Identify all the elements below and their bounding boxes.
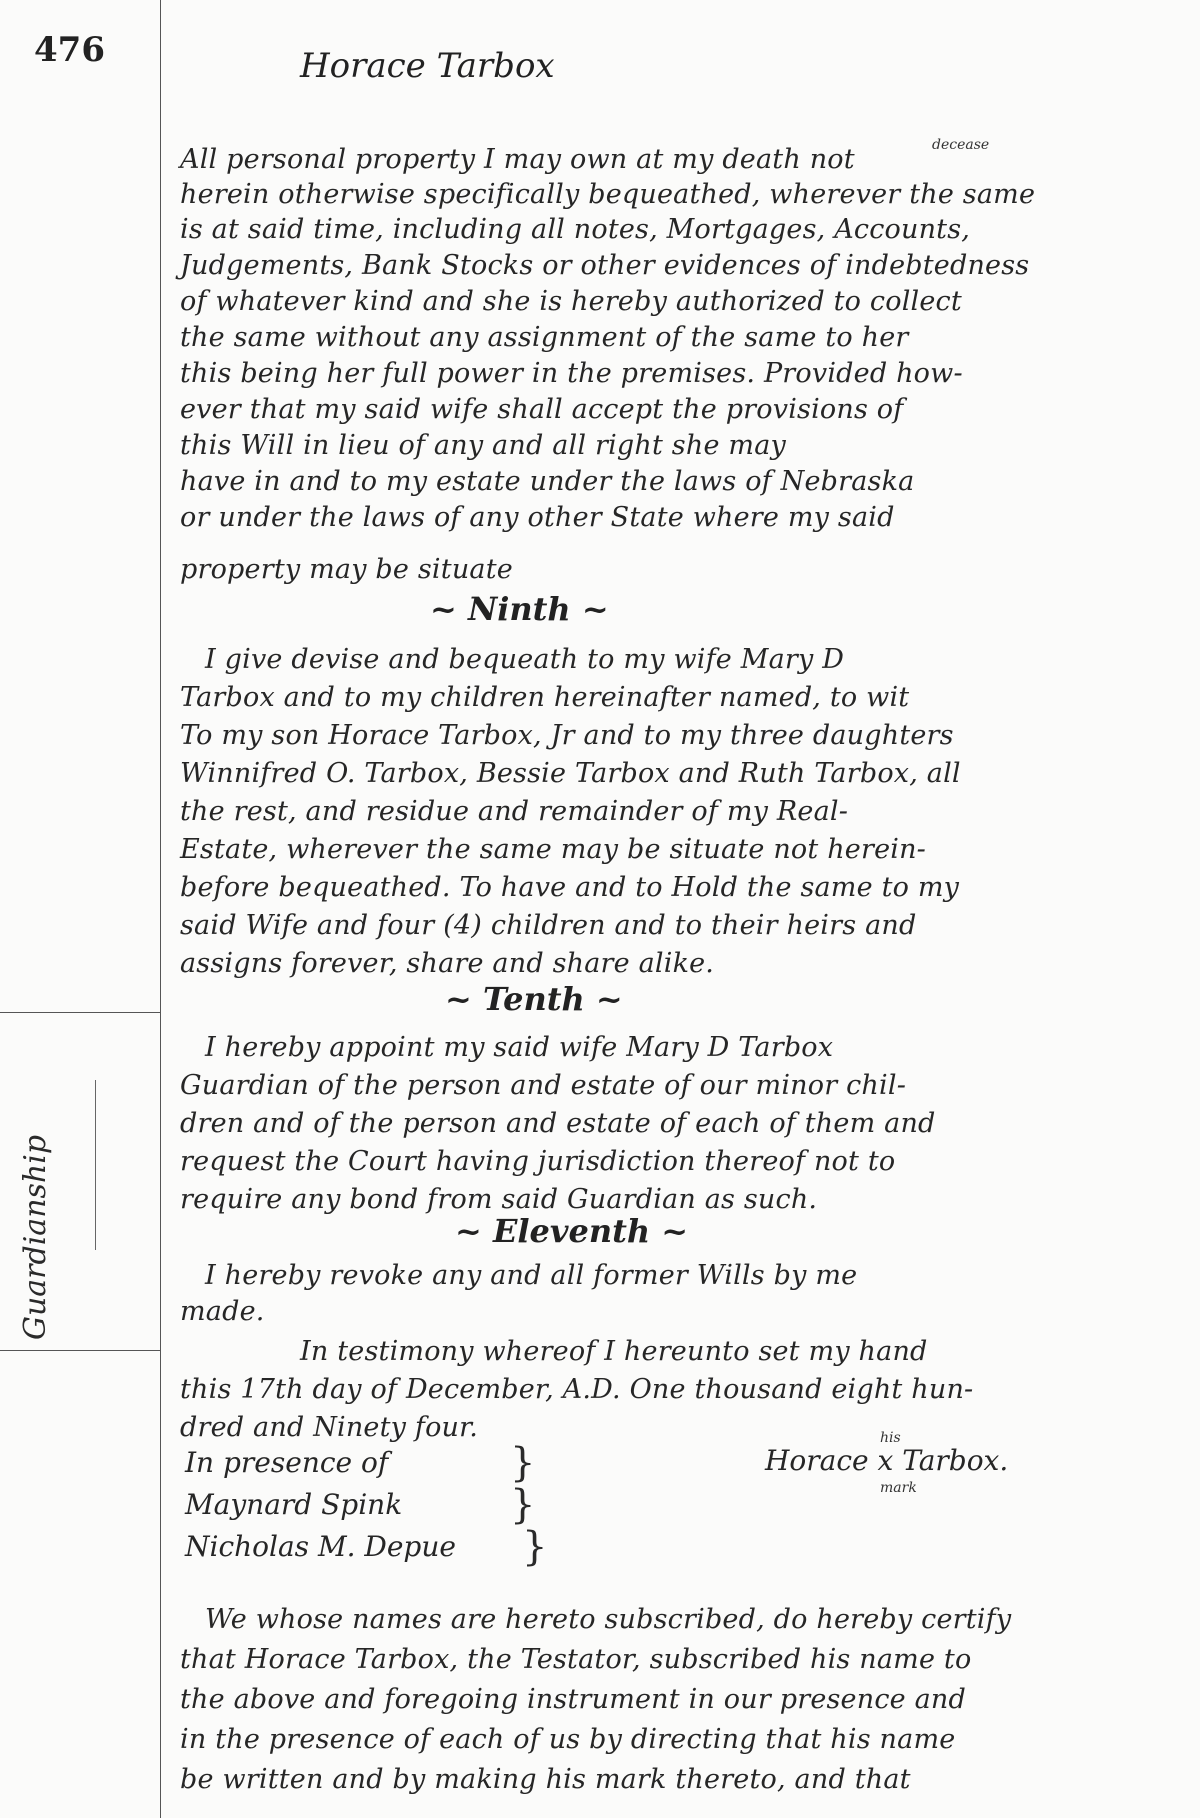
body-line: the above and foregoing instrument in our presence and bbox=[180, 1684, 966, 1715]
body-line: herein otherwise specifically bequeathed, wherever the same bbox=[180, 179, 1036, 210]
body-line: All personal property I may own at my death not bbox=[180, 144, 855, 175]
testator-signature: Horace x Tarbox. bbox=[765, 1444, 1009, 1477]
body-line: dred and Ninety four. bbox=[180, 1412, 479, 1443]
witness-name: Maynard Spink bbox=[185, 1488, 403, 1521]
body-line: Winnifred O. Tarbox, Bessie Tarbox and Ruth Tarbox, all bbox=[180, 758, 961, 789]
body-line: this 17th day of December, A.D. One thousand eight hun- bbox=[180, 1374, 974, 1405]
body-line: require any bond from said Guardian as such. bbox=[180, 1184, 818, 1215]
body-line: Estate, wherever the same may be situate not herein- bbox=[180, 834, 927, 865]
body-line: ever that my said wife shall accept the provisions of bbox=[180, 394, 904, 425]
witness-brace: } bbox=[510, 1482, 536, 1528]
body-line: or under the laws of any other State where my said bbox=[180, 502, 895, 533]
heading-eleventh: ~ Eleventh ~ bbox=[455, 1212, 689, 1250]
body-line: made. bbox=[180, 1296, 265, 1327]
body-line: Judgements, Bank Stocks or other evidences of indebtedness bbox=[180, 250, 1030, 281]
heading-tenth: ~ Tenth ~ bbox=[445, 980, 623, 1018]
signature-mark: mark bbox=[880, 1480, 917, 1496]
body-line: Guardian of the person and estate of our minor chil- bbox=[180, 1070, 907, 1101]
body-line: I hereby revoke any and all former Wills by me bbox=[205, 1260, 858, 1291]
witness-brace: } bbox=[510, 1440, 536, 1486]
left-margin-rule bbox=[160, 0, 161, 1818]
body-line: I give devise and bequeath to my wife Mary D bbox=[205, 644, 845, 675]
body-line: in the presence of each of us by directing that his name bbox=[180, 1724, 956, 1755]
body-line: In testimony whereof I hereunto set my hand bbox=[300, 1336, 928, 1367]
body-line: be written and by making his mark thereto, and that bbox=[180, 1764, 911, 1795]
body-line: of whatever kind and she is hereby authorized to collect bbox=[180, 286, 962, 317]
body-line: this being her full power in the premises. Provided how- bbox=[180, 358, 963, 389]
body-line: assigns forever, share and share alike. bbox=[180, 948, 715, 979]
margin-rule-top bbox=[0, 1012, 160, 1013]
body-line: I hereby appoint my said wife Mary D Tarbox bbox=[205, 1032, 834, 1063]
body-line: is at said time, including all notes, Mortgages, Accounts, bbox=[180, 214, 971, 245]
margin-note-guardianship: Guardianship bbox=[18, 1134, 53, 1340]
witness-name: Nicholas M. Depue bbox=[185, 1530, 456, 1563]
body-line: this Will in lieu of any and all right she may bbox=[180, 430, 786, 461]
body-line: property may be situate bbox=[180, 554, 513, 585]
presence-label: In presence of bbox=[185, 1446, 389, 1479]
body-line: dren and of the person and estate of each of them and bbox=[180, 1108, 936, 1139]
signature-his: his bbox=[880, 1430, 901, 1446]
body-line: To my son Horace Tarbox, Jr and to my three daughters bbox=[180, 720, 954, 751]
body-line: before bequeathed. To have and to Hold the same to my bbox=[180, 872, 960, 903]
margin-bracket bbox=[95, 1080, 96, 1250]
margin-rule-bottom bbox=[0, 1350, 160, 1351]
body-line: request the Court having jurisdiction thereof not to bbox=[180, 1146, 896, 1177]
page-header-name: Horace Tarbox bbox=[300, 46, 555, 86]
body-line: have in and to my estate under the laws of Nebraska bbox=[180, 466, 915, 497]
body-line: the same without any assignment of the same to her bbox=[180, 322, 909, 353]
heading-ninth: ~ Ninth ~ bbox=[430, 590, 609, 628]
witness-brace: } bbox=[522, 1524, 548, 1570]
body-line: Tarbox and to my children hereinafter named, to wit bbox=[180, 682, 910, 713]
body-line: the rest, and residue and remainder of my Real- bbox=[180, 796, 849, 827]
body-line: that Horace Tarbox, the Testator, subscribed his name to bbox=[180, 1644, 972, 1675]
body-line: said Wife and four (4) children and to their heirs and bbox=[180, 910, 917, 941]
page-number: 476 bbox=[34, 30, 105, 70]
insertion-deceased: decease bbox=[932, 137, 990, 153]
body-line: We whose names are hereto subscribed, do hereby certify bbox=[205, 1604, 1012, 1635]
